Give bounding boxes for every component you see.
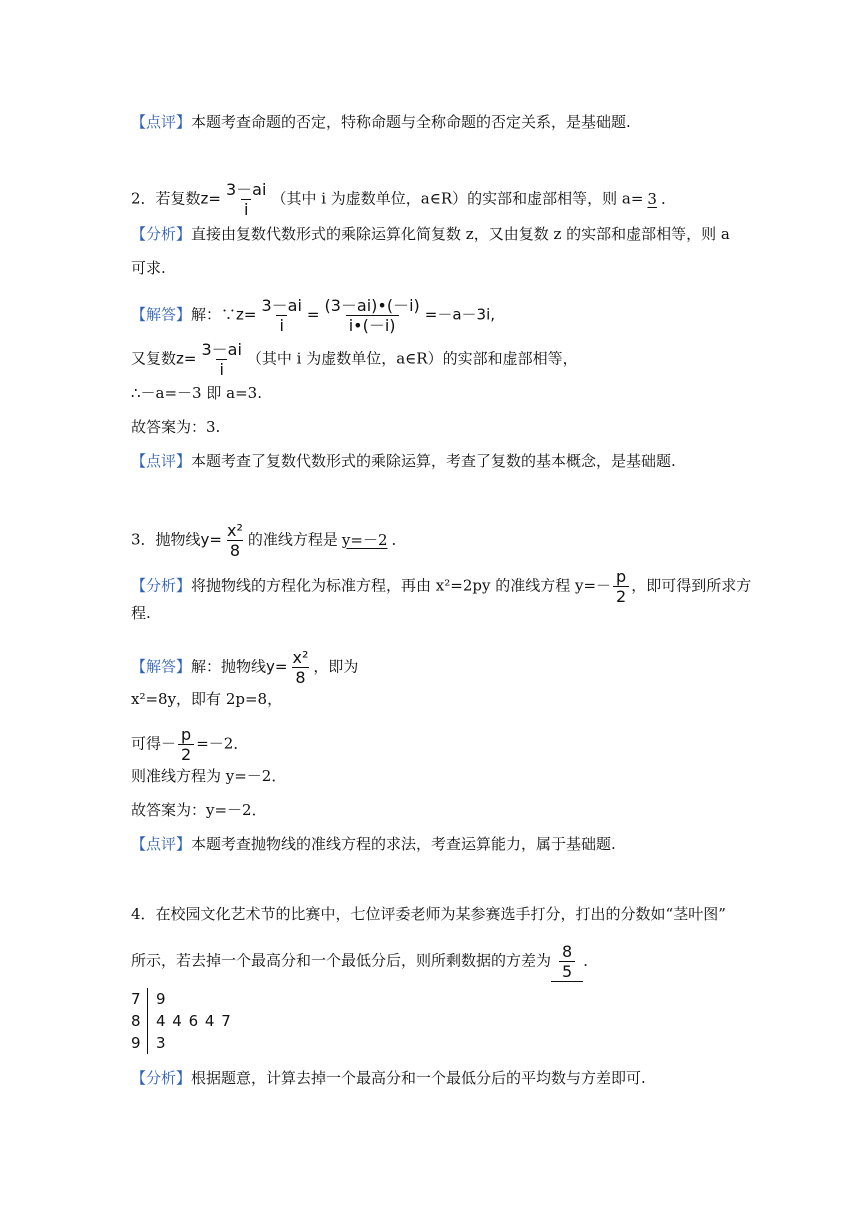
comment-text: 本题考查了复数代数形式的乘除运算，考查了复数的基本概念，是基础题. xyxy=(191,452,676,470)
period: ． xyxy=(391,530,407,549)
period: ． xyxy=(660,189,676,208)
analysis-line xyxy=(131,1068,646,1088)
solution-text: ，即为 xyxy=(313,657,359,676)
solution-therefore: ∴－a=－3 即 a=3. xyxy=(131,384,262,402)
fraction-numerator: p xyxy=(616,567,627,586)
fraction xyxy=(198,340,244,379)
math-y: y= xyxy=(200,530,222,549)
fraction-numerator: p xyxy=(181,725,192,744)
stem-leaf-plot xyxy=(131,988,232,1054)
analysis-tag: 【分析】 xyxy=(131,1069,192,1087)
solution-tag: 【解答】 xyxy=(131,657,192,676)
answer-blank: 3 xyxy=(647,189,657,208)
solution-text: 可得－ xyxy=(131,734,177,753)
analysis-text: 根据题意，计算去掉一个最高分和一个最低分后的平均数与方差即可. xyxy=(191,1069,646,1087)
fraction-denominator: i•(－i) xyxy=(346,315,399,335)
fraction xyxy=(258,296,304,335)
fraction-numerator: x² xyxy=(227,521,243,540)
period: ． xyxy=(583,951,599,970)
stem-text: 所示，若去掉一个最高分和一个最低分后，则所剩数据的方差为 xyxy=(131,951,552,970)
stem-divider xyxy=(147,1032,148,1054)
fraction-denominator: 2 xyxy=(178,744,194,764)
answer-blank xyxy=(551,942,583,982)
leaf-values: 9 xyxy=(156,990,167,1008)
stem-value: 8 xyxy=(131,1012,141,1030)
stem-divider xyxy=(147,1010,148,1032)
final-answer: 故答案为：3. xyxy=(131,418,221,436)
math-z: z= xyxy=(236,305,257,324)
fraction-numerator: 3－ai xyxy=(261,296,302,315)
leaf-values: 3 xyxy=(156,1034,167,1052)
analysis-line xyxy=(131,567,751,606)
solution-text: 解：抛物线 xyxy=(191,657,267,676)
comment-text: 本题考查命题的否定，特称命题与全称命题的否定关系，是基础题. xyxy=(191,113,631,131)
comment-tag: 【点评】 xyxy=(131,835,192,853)
analysis-tag: 【分析】 xyxy=(131,576,192,595)
solution-line-2 xyxy=(131,340,578,379)
fraction-numerator: x² xyxy=(292,648,309,667)
stem-value: 7 xyxy=(131,990,141,1008)
question-number: 2．若复数 xyxy=(131,189,201,208)
math-result: =－a－3i, xyxy=(424,305,496,324)
fraction-denominator: i xyxy=(241,199,251,219)
fraction xyxy=(322,296,423,335)
fraction xyxy=(178,725,194,764)
stem-divider xyxy=(147,988,148,1010)
math-equals: = xyxy=(306,305,320,324)
analysis-text: 直接由复数代数形式的乘除运算化简复数 z，又由复数 z 的实部和虚部相等，则 a xyxy=(191,225,730,243)
solution-text: =－2． xyxy=(196,734,249,753)
fraction xyxy=(613,567,629,606)
final-answer: 故答案为：y=－2． xyxy=(131,801,267,819)
fraction-denominator: i xyxy=(216,359,226,379)
fraction xyxy=(559,942,575,981)
fraction-numerator: (3－ai)•(－i) xyxy=(324,296,420,315)
analysis-text: 将抛物线的方程化为标准方程，再由 x²=2py 的准线方程 y=－ xyxy=(191,576,612,595)
question-2-stem xyxy=(131,180,676,219)
solution-line xyxy=(131,648,358,687)
analysis-text: ，即可得到所求方 xyxy=(631,576,752,595)
math-z: z= xyxy=(200,189,221,208)
solution-standard-form: x²=8y，即有 2p=8， xyxy=(131,690,283,708)
fraction-denominator: 8 xyxy=(227,540,243,560)
fraction-denominator: 2 xyxy=(613,586,629,606)
question-4-stem: 4．在校园文化艺术节的比赛中，七位评委老师为某参赛选手打分，打出的分数如“茎叶图” xyxy=(131,905,726,923)
solution-tag: 【解答】 xyxy=(131,305,192,324)
fraction-numerator: 3－ai xyxy=(201,340,242,359)
fraction xyxy=(289,648,311,687)
fraction-numerator: 3－ai xyxy=(226,180,267,199)
condition-text: （其中 i 为虚数单位，a∈R）的实部和虚部相等，则 a= xyxy=(271,189,644,208)
solution-derive xyxy=(131,725,248,764)
math-z: z= xyxy=(176,349,197,368)
stem-value: 9 xyxy=(131,1034,141,1052)
comment-tag: 【点评】 xyxy=(131,113,192,131)
fraction xyxy=(223,180,269,219)
question-4-stem-2 xyxy=(131,942,598,982)
solution-directrix: 则准线方程为 y=－2． xyxy=(131,767,287,785)
analysis-tag: 【分析】 xyxy=(131,225,192,243)
question-3-stem xyxy=(131,521,407,560)
comment-line xyxy=(131,834,616,854)
analysis-line-2: 程. xyxy=(131,604,151,622)
analysis-line xyxy=(131,224,730,244)
solution-text: 解：∵ xyxy=(191,305,237,324)
solution-line xyxy=(131,296,495,335)
fraction-denominator: 5 xyxy=(559,961,575,981)
stem-leaf-row xyxy=(131,1032,232,1054)
fraction xyxy=(224,521,246,560)
comment-line xyxy=(131,451,676,471)
question-number: 3．抛物线 xyxy=(131,530,201,549)
fraction-denominator: 8 xyxy=(292,667,308,687)
condition-text: （其中 i 为虚数单位，a∈R）的实部和虚部相等， xyxy=(246,349,578,368)
fraction-numerator: 8 xyxy=(562,942,573,961)
math-y: y= xyxy=(266,657,288,676)
fraction-denominator: i xyxy=(276,315,286,335)
comment-tag: 【点评】 xyxy=(131,452,192,470)
leaf-values: 4 4 6 4 7 xyxy=(156,1012,232,1030)
solution-text: 又复数 xyxy=(131,349,177,368)
stem-leaf-row xyxy=(131,988,232,1010)
analysis-text: 可求. xyxy=(131,259,166,277)
analysis-line-2 xyxy=(131,258,166,278)
answer-blank: y=－2 xyxy=(341,530,388,549)
comment-line xyxy=(131,112,631,132)
comment-text: 本题考查抛物线的准线方程的求法，考查运算能力，属于基础题. xyxy=(191,835,616,853)
stem-text: 的准线方程是 xyxy=(247,530,338,549)
stem-leaf-row xyxy=(131,1010,232,1032)
